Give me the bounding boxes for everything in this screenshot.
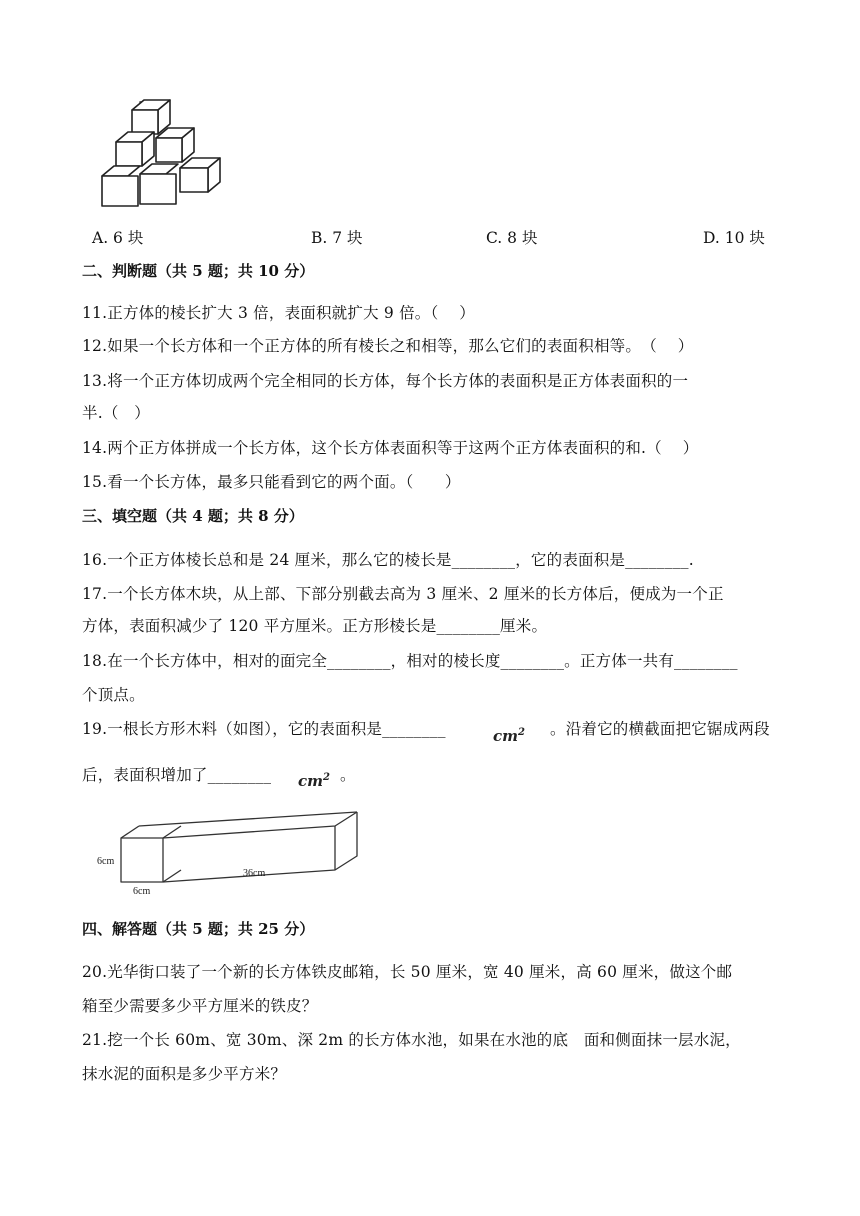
question-17: 17.一个长方体木块，从上部、下部分别截去高为 3 厘米、2 厘米的长方体后，便成为一个正 xyxy=(82,585,724,603)
cube xyxy=(140,164,178,204)
question-13-cont: 半.（ ） xyxy=(82,404,150,422)
question-18: 18.在一个长方体中，相对的面完全________，相对的棱长度________。正方体一共有________ xyxy=(82,652,738,670)
cube xyxy=(156,128,194,162)
question-19-text: 。沿着它的横截面把它锯成两段 xyxy=(550,720,770,738)
question-20-cont: 箱至少需要多少平方厘米的铁皮？ xyxy=(82,997,318,1015)
beam-figure xyxy=(95,806,365,896)
beam-height-label: 6cm xyxy=(97,856,115,867)
question-19-cont: 后，表面积增加了________ xyxy=(82,766,272,784)
cube xyxy=(102,166,140,206)
cube-stack-figure xyxy=(95,96,235,208)
section-heading-fill-blank: 三、填空题（共 4 题；共 8 分） xyxy=(82,507,304,525)
cube xyxy=(116,132,154,166)
section-heading-judgement: 二、判断题（共 5 题；共 10 分） xyxy=(82,262,315,280)
question-17-cont: 方体，表面积减少了 120 平方厘米。正方形棱长是________厘米。 xyxy=(82,617,548,635)
beam-width-label: 6cm xyxy=(133,886,151,896)
section-heading-answer: 四、解答题（共 5 题；共 25 分） xyxy=(82,920,315,938)
question-13: 13.将一个正方体切成两个完全相同的长方体，每个长方体的表面积是正方体表面积的一 xyxy=(82,372,689,390)
question-11: 11.正方体的棱长扩大 3 倍，表面积就扩大 9 倍。（ ） xyxy=(82,304,475,322)
question-19: 19.一根长方形木料（如图），它的表面积是________ xyxy=(82,720,446,738)
cube xyxy=(132,100,170,134)
unit-cm2: $cm^2$ xyxy=(493,727,525,745)
question-14: 14.两个正方体拼成一个长方体，这个长方体表面积等于这两个正方体表面积的和.（ ） xyxy=(82,439,699,457)
question-21-cont: 抹水泥的面积是多少平方米？ xyxy=(82,1065,287,1083)
unit-cm2: $cm^2$ xyxy=(298,772,330,790)
question-15: 15.看一个长方体，最多只能看到它的两个面。（ ） xyxy=(82,473,461,491)
option-a[interactable]: A. 6 块 xyxy=(92,229,144,247)
question-18-cont: 个顶点。 xyxy=(82,686,145,704)
question-12: 12.如果一个长方体和一个正方体的所有棱长之和相等，那么它们的表面积相等。 （ ） xyxy=(82,337,694,355)
beam-length-label: 36cm xyxy=(243,868,266,879)
cube xyxy=(180,158,220,192)
option-c[interactable]: C. 8 块 xyxy=(486,229,538,247)
question-20: 20.光华街口装了一个新的长方体铁皮邮箱，长 50 厘米，宽 40 厘米，高 60 厘米，做这个邮 xyxy=(82,963,733,981)
option-b[interactable]: B. 7 块 xyxy=(311,229,363,247)
option-d[interactable]: D. 10 块 xyxy=(703,229,765,247)
question-19-end: 。 xyxy=(340,766,356,784)
question-21: 21.挖一个长 60m、宽 30m、深 2m 的长方体水池，如果在水池的底 面和侧面抹一层水泥， xyxy=(82,1031,741,1049)
question-16: 16.一个正方体棱长总和是 24 厘米，那么它的棱长是________，它的表面积是________. xyxy=(82,551,694,569)
